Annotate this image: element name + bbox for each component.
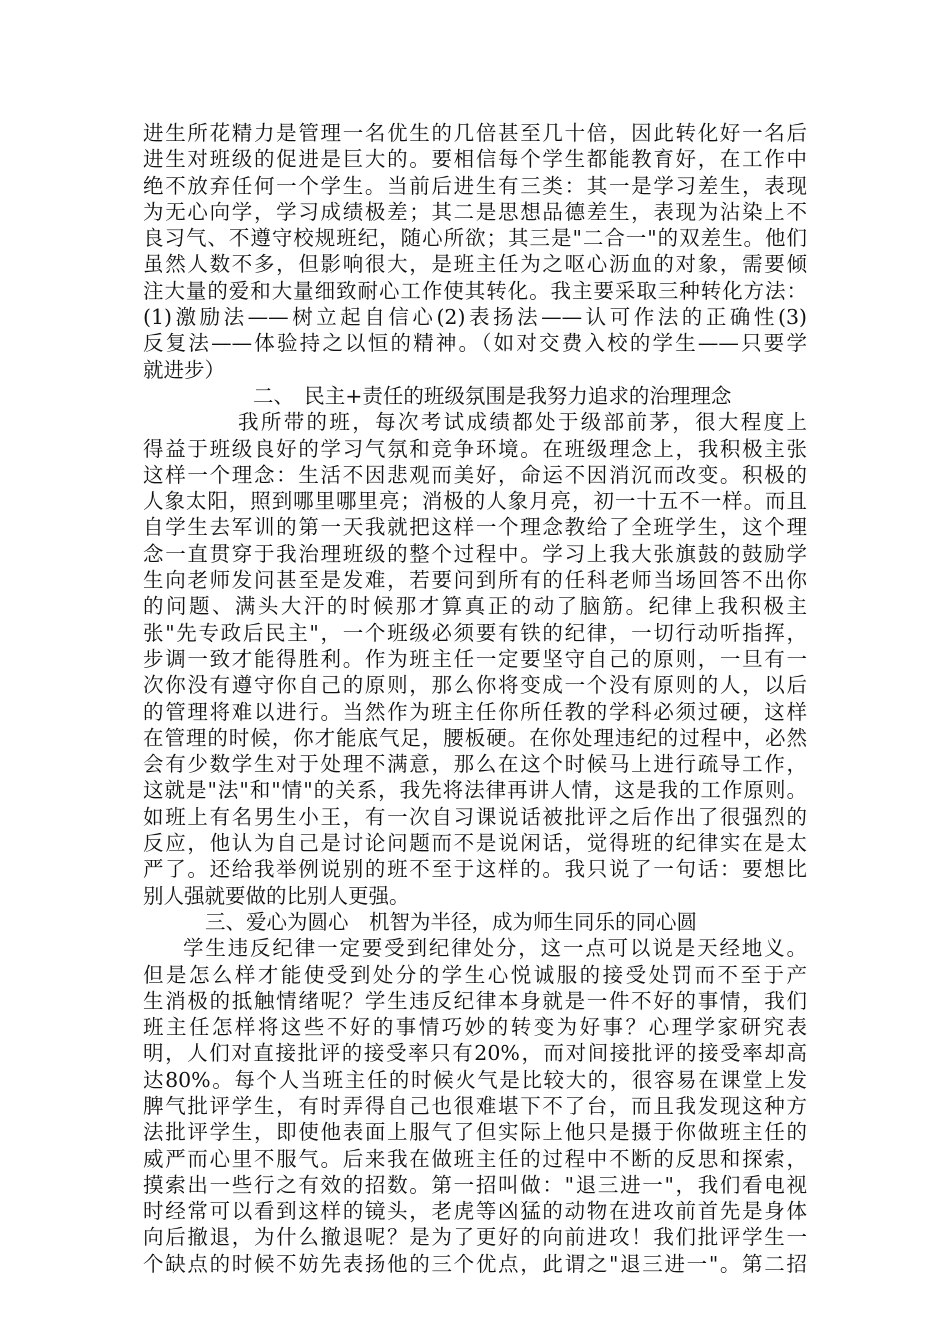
- text-line: 进生所花精力是管理一名优生的几倍甚至几十倍，因此转化好一名后: [143, 121, 807, 145]
- text-line: 时经常可以看到这样的镜头，老虎等凶猛的动物在进攻前首先是身体: [143, 1199, 807, 1224]
- text-line: 反应，他认为自己是讨论问题而不是说闲话，觉得班的纪律实在是太: [143, 831, 807, 856]
- text-line: 法批评学生，即使他表面上服气了但实际上他只是摄于你做班主任的: [143, 1120, 807, 1145]
- text-line: 威严而心里不服气。后来我在做班主任的过程中不断的反思和探索，: [143, 1146, 807, 1171]
- text-line: 这就是"法"和"情"的关系，我先将法律再讲人情，这是我的工作原则。: [143, 778, 807, 803]
- text-line: 注大量的爱和大量细致耐心工作使其转化。我主要采取三种转化方法：: [143, 278, 807, 303]
- section-heading: 三、爱心为圆心 机智为半径，成为师生同乐的同心圆: [205, 909, 697, 934]
- document-body: [143, 120, 807, 1277]
- text-line: 就进步）: [143, 357, 225, 382]
- text-line: 良习气、不遵守校规班纪，随心所欲；其三是"二合一"的双差生。他们: [143, 226, 807, 251]
- text-line: 自学生去军训的第一天我就把这样一个理念教给了全班学生，这个理: [143, 515, 807, 540]
- text-line: 为无心向学，学习成绩极差；其二是思想品德差生，表现为沾染上不: [143, 199, 807, 224]
- text-line: 这样一个理念：生活不因悲观而美好，命运不因消沉而改变。积极的: [143, 462, 807, 487]
- text-line: 虽然人数不多，但影响很大，是班主任为之呕心沥血的对象，需要倾: [143, 252, 807, 277]
- text-line: 班主任怎样将这些不好的事情巧妙的转变为好事？心理学家研究表: [143, 1015, 807, 1040]
- text-line: 别人强就要做的比别人更强。: [143, 883, 410, 908]
- text-line: 会有少数学生对于处理不满意，那么在这个时候马上进行疏导工作，: [143, 752, 807, 777]
- text-line: 如班上有名男生小王，有一次自习课说话被批评之后作出了很强烈的: [143, 804, 807, 829]
- text-line: 在管理的时候，你才能底气足，腰板硬。在你处理违纪的过程中，必然: [143, 725, 807, 750]
- text-line: 人象太阳，照到哪里哪里亮；消极的人象月亮，初一十五不一样。而且: [143, 489, 807, 514]
- text-line: 的管理将难以进行。当然作为班主任你所任教的学科必须过硬，这样: [143, 699, 807, 724]
- text-line: 张"先专政后民主"，一个班级必须要有铁的纪律，一切行动听指挥，: [143, 620, 807, 645]
- text-line: (1)激励法——树立起自信心(2)表扬法——认可作法的正确性(3): [143, 305, 807, 330]
- text-line: 摸索出一些行之有效的招数。第一招叫做："退三进一"，我们看电视: [143, 1172, 807, 1197]
- text-line: 步调一致才能得胜利。作为班主任一定要坚守自己的原则，一旦有一: [143, 646, 807, 671]
- text-line: 次你没有遵守你自己的原则，那么你将变成一个没有原则的人，以后: [143, 673, 807, 698]
- text-line: 但是怎么样才能使受到处分的学生心悦诚服的接受处罚而不至于产: [143, 962, 807, 987]
- text-line: 明，人们对直接批评的接受率只有20%，而对间接批评的接受率却高: [143, 1041, 807, 1066]
- text-line: 进生对班级的促进是巨大的。要相信每个学生都能教育好，在工作中: [143, 147, 807, 172]
- text-line: 我所带的班，每次考试成绩都处于级部前茅，很大程度上: [238, 410, 807, 435]
- text-line: 个缺点的时候不妨先表扬他的三个优点，此谓之"退三进一"。第二招: [143, 1251, 807, 1276]
- text-line: 学生违反纪律一定要受到纪律处分，这一点可以说是天经地义。: [183, 936, 807, 961]
- text-line: 念一直贯穿于我治理班级的整个过程中。学习上我大张旗鼓的鼓励学: [143, 541, 807, 566]
- section-heading: 二、 民主+责任的班级氛围是我努力追求的治理理念: [253, 383, 732, 408]
- text-line: 反复法——体验持之以恒的精神。（如对交费入校的学生——只要学: [143, 331, 807, 356]
- text-line: 绝不放弃任何一个学生。当前后进生有三类：其一是学习差生，表现: [143, 173, 807, 198]
- text-line: 严了。还给我举例说别的班不至于这样的。我只说了一句话：要想比: [143, 857, 807, 882]
- text-line: 脾气批评学生，有时弄得自己也很难堪下不了台，而且我发现这种方: [143, 1093, 807, 1118]
- text-line: 的问题、满头大汗的时候那才算真正的动了脑筋。纪律上我积极主: [143, 594, 807, 619]
- text-line: 生消极的抵触情绪呢？学生违反纪律本身就是一件不好的事情，我们: [143, 988, 807, 1013]
- text-line: 达80%。每个人当班主任的时候火气是比较大的，很容易在课堂上发: [143, 1067, 807, 1092]
- text-line: 向后撤退，为什么撤退呢？是为了更好的向前进攻！我们批评学生一: [143, 1225, 807, 1250]
- text-line: 生向老师发问甚至是发难，若要问到所有的任科老师当场回答不出你: [143, 568, 807, 593]
- text-line: 得益于班级良好的学习气氛和竞争环境。在班级理念上，我积极主张: [143, 436, 807, 461]
